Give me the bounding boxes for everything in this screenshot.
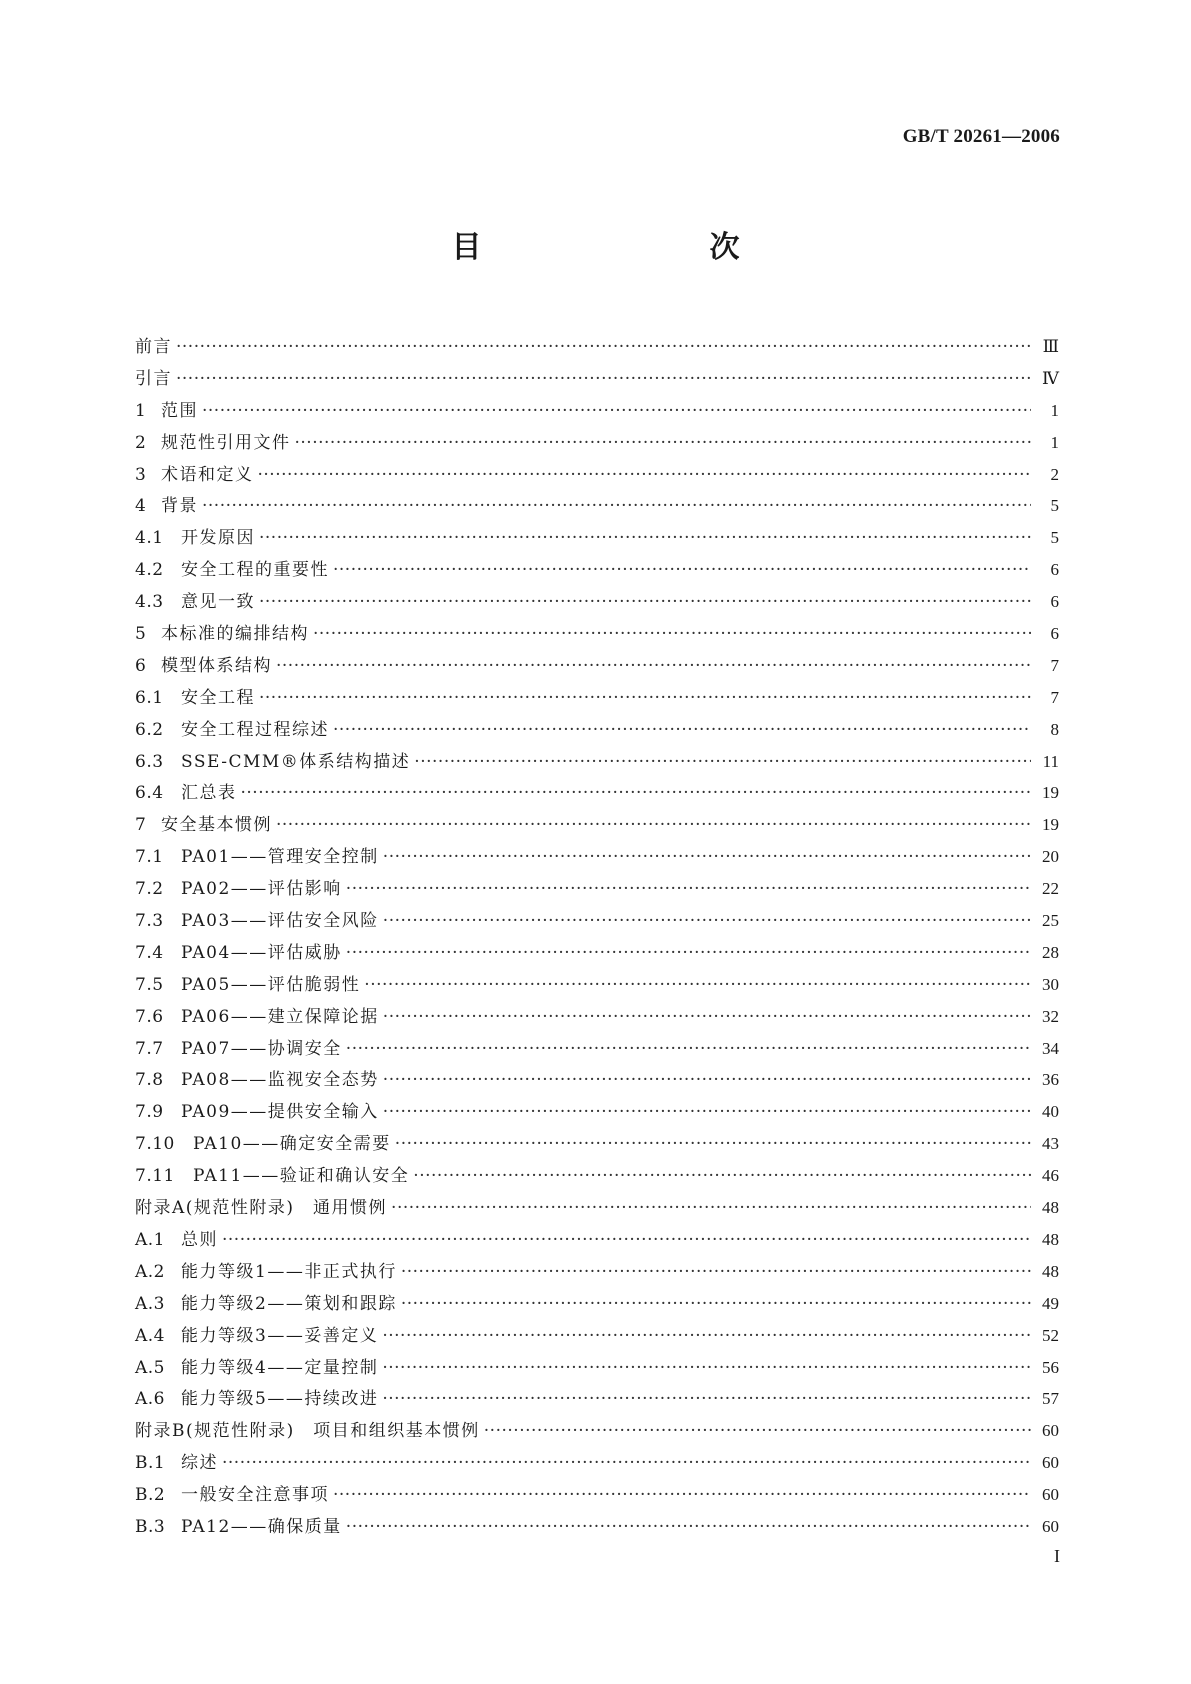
toc-entry-text: 本标准的编排结构: [161, 624, 309, 645]
toc-entry-label: [135, 970, 360, 995]
toc-entry-text: 意见一致: [181, 592, 255, 613]
toc-entry-text: 背景: [161, 496, 198, 517]
toc-entry[interactable]: [135, 364, 1059, 396]
toc-entry-label: [135, 460, 254, 485]
toc-entry-page: 6: [1050, 560, 1059, 580]
toc-entry-number: 6.1: [135, 687, 164, 708]
toc-entry-page: 2: [1050, 464, 1059, 484]
toc-entry-text: 总则: [181, 1229, 218, 1250]
toc-entry[interactable]: [135, 428, 1059, 460]
toc-entry[interactable]: [135, 1512, 1059, 1544]
toc-entry-label: [135, 1448, 218, 1473]
toc-entry-text: PA10——确定安全需要: [193, 1134, 391, 1155]
toc-entry-text: PA02——评估影响: [181, 879, 342, 900]
toc-entry-page: 46: [1042, 1166, 1059, 1186]
toc-entry-text: 汇总表: [181, 783, 237, 804]
toc-leader-dots: [176, 369, 1031, 389]
toc-entry-text: 前言: [135, 337, 172, 357]
toc-leader-dots: [346, 879, 1031, 899]
toc-entry-page: 8: [1050, 719, 1059, 739]
toc-entry[interactable]: [135, 1416, 1059, 1448]
toc-entry-label: [135, 1321, 378, 1346]
toc-entry-number: B.3: [135, 1516, 166, 1537]
toc-entry-page: 36: [1042, 1070, 1059, 1090]
toc-entry-page: 56: [1042, 1357, 1059, 1377]
toc-entry-page: 19: [1042, 815, 1059, 835]
toc-entry-page: 6: [1050, 592, 1059, 612]
toc-entry-page: 48: [1042, 1198, 1059, 1218]
toc-leader-dots: [176, 337, 1031, 357]
toc-entry-text: PA09——提供安全输入: [181, 1102, 379, 1123]
toc-entry-number: A.6: [135, 1389, 165, 1410]
toc-entry[interactable]: [135, 1002, 1059, 1034]
toc-entry[interactable]: [135, 715, 1059, 747]
toc-entry-text: 附录B(规范性附录) 项目和组织基本惯例: [135, 1421, 480, 1442]
toc-entry-label: [135, 747, 410, 772]
toc-entry[interactable]: [135, 1225, 1059, 1257]
toc-entry[interactable]: [135, 460, 1059, 492]
toc-entry-label: [135, 491, 198, 516]
toc-entry-text: 安全工程: [181, 687, 255, 708]
toc-entry-text: 能力等级1——非正式执行: [181, 1261, 397, 1282]
toc-leader-dots: [364, 975, 1031, 995]
toc-leader-dots: [382, 1326, 1031, 1346]
toc-entry-label: [135, 1225, 218, 1250]
toc-entry-label: [135, 1384, 378, 1409]
toc-entry[interactable]: [135, 332, 1059, 364]
toc-leader-dots: [276, 656, 1031, 676]
toc-entry-page: 52: [1042, 1325, 1059, 1345]
toc-leader-dots: [259, 592, 1031, 612]
toc-entry[interactable]: [135, 555, 1059, 587]
toc-entry-number: 4.3: [135, 592, 164, 613]
toc-entry[interactable]: [135, 906, 1059, 938]
toc-entry-number: 7.6: [135, 1006, 164, 1027]
toc-entry-text: 安全工程的重要性: [181, 560, 329, 581]
toc-entry-label: [135, 651, 272, 676]
toc-entry-page: 48: [1042, 1229, 1059, 1249]
toc-entry-text: 能力等级5——持续改进: [181, 1389, 379, 1410]
toc-entry-label: [135, 1353, 378, 1378]
toc-entry-text: PA03——评估安全风险: [181, 911, 379, 932]
toc-entry-text: 开发原因: [181, 528, 255, 549]
toc-entry[interactable]: [135, 938, 1059, 970]
toc-entry[interactable]: [135, 1097, 1059, 1129]
toc-entry-text: 安全基本惯例: [161, 815, 272, 836]
toc-leader-dots: [333, 720, 1031, 740]
toc-leader-dots: [222, 1453, 1031, 1473]
toc-entry-text: 一般安全注意事项: [181, 1485, 329, 1506]
toc-leader-dots: [401, 1294, 1031, 1314]
toc-leader-dots: [383, 1007, 1031, 1027]
toc-entry-text: PA11——验证和确认安全: [193, 1166, 410, 1187]
toc-leader-dots: [382, 1389, 1031, 1409]
toc-entry[interactable]: [135, 1129, 1059, 1161]
toc-entry-page: 19: [1042, 783, 1059, 803]
toc-entry-label: [135, 1512, 342, 1537]
toc-entry-page: 30: [1042, 974, 1059, 994]
toc-entry-label: [135, 1480, 329, 1505]
toc-entry-page: 49: [1042, 1293, 1059, 1313]
toc-entry-label: [135, 555, 329, 580]
toc-entry-page: 40: [1042, 1102, 1059, 1122]
toc-entry-label: [135, 874, 342, 899]
toc-leader-dots: [414, 752, 1031, 772]
toc-entry-page: Ⅲ: [1042, 337, 1059, 356]
toc-entry-text: PA01——管理安全控制: [181, 847, 379, 868]
toc-entry[interactable]: [135, 778, 1059, 810]
toc-entry-number: A.5: [135, 1357, 165, 1378]
toc-entry-page: 22: [1042, 879, 1059, 899]
table-of-contents: [135, 332, 1059, 1544]
toc-entry-number: B.1: [135, 1453, 166, 1474]
toc-entry-number: 7.10: [135, 1134, 175, 1155]
toc-leader-dots: [383, 1102, 1031, 1122]
toc-entry-label: [135, 1129, 391, 1154]
toc-entry[interactable]: [135, 842, 1059, 874]
toc-entry-number: 7.9: [135, 1102, 164, 1123]
toc-leader-dots: [383, 911, 1031, 931]
toc-leader-dots: [259, 528, 1031, 548]
toc-leader-dots: [222, 1230, 1031, 1250]
toc-leader-dots: [401, 1262, 1031, 1282]
toc-entry-text: 引言: [135, 368, 172, 389]
toc-entry-text: PA04——评估威胁: [181, 942, 342, 963]
toc-entry[interactable]: [135, 1321, 1059, 1353]
toc-leader-dots: [202, 401, 1031, 421]
toc-entry[interactable]: [135, 1034, 1059, 1066]
toc-leader-dots: [391, 1198, 1031, 1218]
toc-entry[interactable]: [135, 1353, 1059, 1385]
toc-entry-text: 能力等级2——策划和跟踪: [181, 1293, 397, 1314]
toc-entry[interactable]: [135, 1257, 1059, 1289]
toc-entry-number: 6: [135, 655, 147, 676]
toc-leader-dots: [395, 1134, 1031, 1154]
toc-entry-page: 28: [1042, 942, 1059, 962]
toc-entry-number: 5: [135, 624, 147, 645]
toc-entry[interactable]: [135, 747, 1059, 779]
toc-entry-number: 3: [135, 464, 147, 485]
toc-entry-label: [135, 810, 272, 835]
toc-entry[interactable]: [135, 491, 1059, 523]
toc-entry-text: 模型体系结构: [161, 655, 272, 676]
toc-entry-text: 综述: [181, 1453, 218, 1474]
toc-entry-page: 1: [1050, 432, 1059, 452]
toc-leader-dots: [276, 815, 1031, 835]
toc-leader-dots: [383, 1070, 1031, 1090]
toc-entry-page: 60: [1042, 1485, 1059, 1505]
page-title: 目 次: [451, 230, 796, 265]
toc-entry-page: 7: [1050, 687, 1059, 707]
toc-entry-number: 7.5: [135, 974, 164, 995]
toc-entry-page: 60: [1042, 1421, 1059, 1441]
toc-entry-page: 60: [1042, 1516, 1059, 1536]
toc-entry-label: [135, 1161, 409, 1186]
toc-entry-number: A.3: [135, 1293, 165, 1314]
toc-entry-text: 术语和定义: [161, 464, 254, 485]
toc-entry-number: 4.1: [135, 528, 164, 549]
toc-entry-text: 安全工程过程综述: [181, 719, 329, 740]
toc-leader-dots: [295, 433, 1032, 453]
toc-entry[interactable]: [135, 810, 1059, 842]
toc-entry[interactable]: [135, 1384, 1059, 1416]
toc-leader-dots: [346, 943, 1031, 963]
toc-leader-dots: [382, 1358, 1031, 1378]
toc-entry[interactable]: [135, 1448, 1059, 1480]
toc-leader-dots: [413, 1166, 1031, 1186]
standard-code: GB/T 20261—2006: [902, 126, 1060, 147]
toc-entry-page: 32: [1042, 1006, 1059, 1026]
toc-entry-label: [135, 938, 342, 963]
toc-entry-text: 规范性引用文件: [161, 432, 291, 453]
toc-entry-number: 7.7: [135, 1038, 164, 1059]
toc-entry[interactable]: [135, 1161, 1059, 1193]
toc-entry[interactable]: [135, 1289, 1059, 1321]
toc-entry[interactable]: [135, 1193, 1059, 1225]
toc-entry-text: PA08——监视安全态势: [181, 1070, 379, 1091]
toc-entry-label: [135, 1097, 379, 1122]
toc-leader-dots: [202, 496, 1031, 516]
toc-entry-number: 6.2: [135, 719, 164, 740]
toc-entry-label: [135, 619, 309, 644]
toc-entry-label: [135, 587, 255, 612]
toc-entry[interactable]: [135, 1065, 1059, 1097]
toc-entry-number: 7: [135, 815, 147, 836]
toc-leader-dots: [333, 1485, 1031, 1505]
toc-entry-page: 7: [1050, 655, 1059, 675]
toc-entry-page: 60: [1042, 1453, 1059, 1473]
page-number: I: [1054, 1546, 1060, 1566]
toc-entry-page: 48: [1042, 1261, 1059, 1281]
toc-entry-page: 6: [1050, 624, 1059, 644]
toc-leader-dots: [258, 465, 1032, 485]
toc-entry-page: 57: [1042, 1389, 1059, 1409]
toc-entry-number: 7.8: [135, 1070, 164, 1091]
toc-leader-dots: [346, 1517, 1031, 1537]
toc-entry-number: 6.4: [135, 783, 164, 804]
toc-entry-number: 7.11: [135, 1166, 175, 1187]
toc-entry-number: 6.3: [135, 751, 164, 772]
toc-entry-label: [135, 778, 237, 803]
toc-entry-number: A.2: [135, 1261, 165, 1282]
toc-entry-number: 4.2: [135, 560, 164, 581]
toc-entry-number: 7.1: [135, 847, 164, 868]
toc-leader-dots: [313, 624, 1031, 644]
toc-entry-text: 能力等级4——定量控制: [181, 1357, 379, 1378]
toc-entry-number: 1: [135, 400, 147, 421]
toc-entry-text: PA05——评估脆弱性: [181, 974, 361, 995]
toc-leader-dots: [241, 783, 1032, 803]
toc-entry[interactable]: [135, 651, 1059, 683]
toc-entry-page: 1: [1050, 400, 1059, 420]
toc-entry-page: Ⅳ: [1042, 368, 1059, 388]
toc-entry-text: 附录A(规范性附录) 通用惯例: [135, 1198, 388, 1219]
toc-entry[interactable]: [135, 619, 1059, 651]
toc-entry-label: [135, 683, 255, 708]
toc-entry-page: 34: [1042, 1038, 1059, 1058]
toc-entry-page: 11: [1042, 751, 1059, 771]
toc-entry[interactable]: [135, 587, 1059, 619]
toc-entry-number: 4: [135, 496, 147, 517]
toc-entry-text: PA07——协调安全: [181, 1038, 342, 1059]
toc-entry[interactable]: [135, 970, 1059, 1002]
toc-entry[interactable]: [135, 396, 1059, 428]
toc-entry-number: 7.4: [135, 942, 164, 963]
toc-leader-dots: [346, 1039, 1031, 1059]
toc-entry-label: [135, 906, 379, 931]
toc-entry-label: [135, 1002, 379, 1027]
toc-entry-label: [135, 428, 291, 453]
toc-entry-number: B.2: [135, 1485, 166, 1506]
toc-leader-dots: [484, 1421, 1031, 1441]
toc-entry-text: 范围: [161, 400, 198, 421]
toc-entry-number: 7.2: [135, 879, 164, 900]
toc-entry-text: PA12——确保质量: [181, 1516, 342, 1537]
toc-entry-page: 20: [1042, 847, 1059, 867]
toc-entry-label: [135, 1257, 397, 1282]
toc-leader-dots: [259, 688, 1031, 708]
toc-leader-dots: [383, 847, 1031, 867]
toc-entry-text: SSE-CMM®体系结构描述: [181, 751, 411, 772]
toc-entry-label: [135, 1193, 387, 1218]
toc-entry-label: [135, 364, 172, 389]
toc-entry[interactable]: [135, 874, 1059, 906]
toc-entry-page: 5: [1050, 496, 1059, 516]
toc-entry[interactable]: [135, 683, 1059, 715]
toc-entry-page: 5: [1050, 528, 1059, 548]
toc-entry-label: [135, 332, 172, 357]
toc-entry[interactable]: [135, 523, 1059, 555]
toc-entry-label: [135, 1289, 397, 1314]
toc-entry-page: 43: [1042, 1134, 1059, 1154]
toc-entry-number: A.4: [135, 1325, 165, 1346]
toc-entry-label: [135, 523, 255, 548]
toc-entry-number: 7.3: [135, 911, 164, 932]
toc-entry-label: [135, 1065, 379, 1090]
toc-entry-label: [135, 1416, 480, 1441]
toc-entry-label: [135, 842, 379, 867]
toc-entry-text: PA06——建立保障论据: [181, 1006, 379, 1027]
toc-entry-label: [135, 396, 198, 421]
toc-leader-dots: [333, 560, 1031, 580]
toc-entry-page: 25: [1042, 911, 1059, 931]
toc-entry-text: 能力等级3——妥善定义: [181, 1325, 379, 1346]
toc-entry-number: 2: [135, 432, 147, 453]
toc-entry-number: A.1: [135, 1229, 165, 1250]
toc-entry-label: [135, 715, 329, 740]
toc-entry[interactable]: [135, 1480, 1059, 1512]
toc-entry-label: [135, 1034, 342, 1059]
